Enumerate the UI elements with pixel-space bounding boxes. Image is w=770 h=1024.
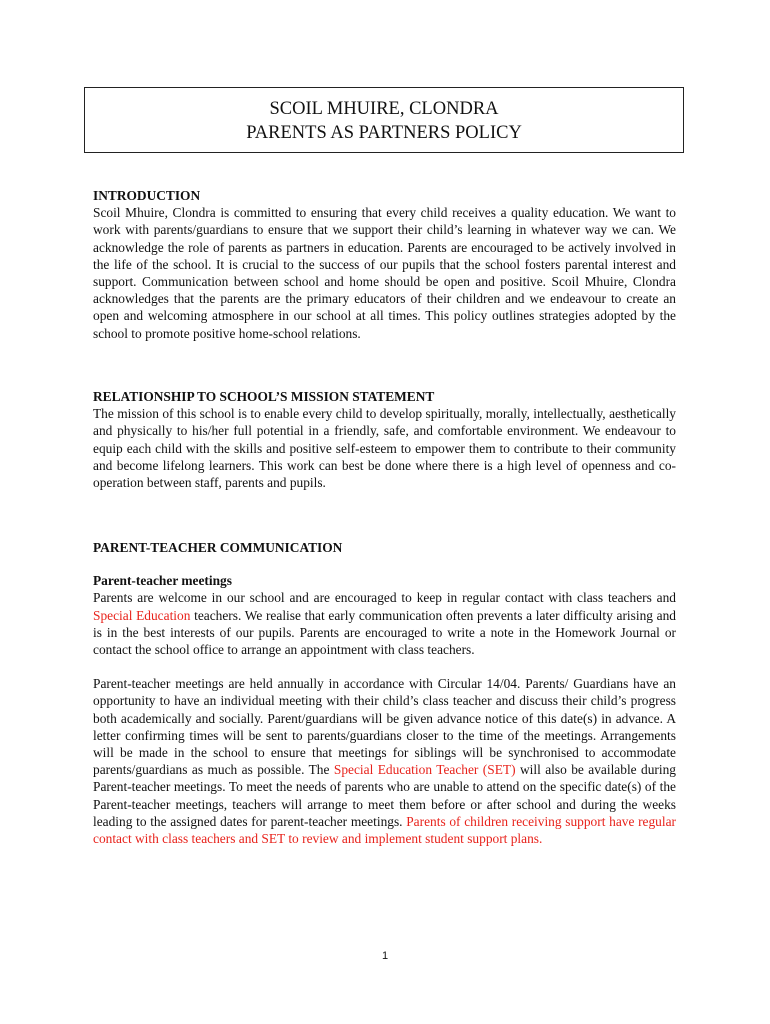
communication-section: [93, 539, 676, 847]
p1-text-b: teachers. We realise that early communication often prevents a later difficulty arising and is in the best interests of our pupils. Parents are encouraged to write a note in the Homework Journal or contact the school office to arrange an appointment with class teachers.: [93, 607, 676, 658]
page-number: 1: [381, 950, 389, 962]
mission-body: The mission of this school is to enable every child to develop spiritually, morally, intellectually, aesthetically and physically to his/her full potential in a friendly, safe, and comfortable environment. We endeavour to equip each child with the skills and positive self-esteem to empower them to contribute to their community and become lifelong learners. This work can best be done where there is a high level of openness and co-operation between staff, parents and pupils.: [93, 406, 676, 491]
mission-section: [93, 388, 676, 491]
p2-highlight: Special Education Teacher (SET): [333, 762, 516, 778]
introduction-section: [93, 187, 676, 342]
communication-heading: PARENT-TEACHER COMMUNICATION: [93, 540, 343, 555]
mission-heading: RELATIONSHIP TO SCHOOL’S MISSION STATEMENT: [93, 389, 435, 404]
policy-title: PARENTS AS PARTNERS POLICY: [246, 123, 522, 143]
p2-text-b: will also be available during Parent-teacher meetings. To meet the needs of parents who are unable to attend on the specific date(s) of the Parent-teacher meetings, teachers will arrange to meet them before or after school and during the weeks leading to the assigned dates for parent-teacher meetings.: [93, 762, 676, 829]
p1-highlight: Special Education: [93, 607, 191, 623]
p2-text-a: Parent-teacher meetings are held annually in accordance with Circular 14/04. Parents/ Guardians have an opportunity to have an individual meeting with their child’s class teacher and discuss their child’s progress both academically and socially. Parent/guardians will be given advance notice of this date(s) in advance. A letter confirming times will be sent to parents/guardians closer to the time of the meetings. Arrangements will be made in the school to ensure that meetings for siblings will be synchronised to accommodate parents/guardians as much as possible. The: [93, 676, 676, 778]
meetings-subheading: Parent-teacher meetings: [93, 573, 232, 589]
introduction-body: Scoil Mhuire, Clondra is committed to ensuring that every child receives a quality education. We want to work with parents/guardians to ensure that we support their child’s learning in whatever way we can. We acknowledge the role of parents as partners in education. Parents are encouraged to be actively involved in the life of the school. It is crucial to the success of our pupils that the school fosters parental interest and support. Communication between school and home should be open and positive. Scoil Mhuire, Clondra acknowledges that the parents are the primary educators of their children and we endeavour to create an open and welcoming atmosphere in our school at all times. This policy outlines strategies adopted by the school to promote positive home-school relations.: [93, 205, 676, 341]
school-name: SCOIL MHUIRE, CLONDRA: [269, 99, 499, 119]
meetings-paragraph-1: [93, 589, 676, 658]
p2-highlight-end: Parents of children receiving support have regular contact with class teachers and SET to review and implement student support plans.: [93, 813, 677, 847]
p1-text-a: Parents are welcome in our school and are encouraged to keep in regular contact with class teachers and: [93, 590, 676, 606]
title-box: [84, 87, 684, 153]
introduction-heading: INTRODUCTION: [93, 188, 201, 203]
meetings-paragraph-2: [93, 675, 676, 847]
